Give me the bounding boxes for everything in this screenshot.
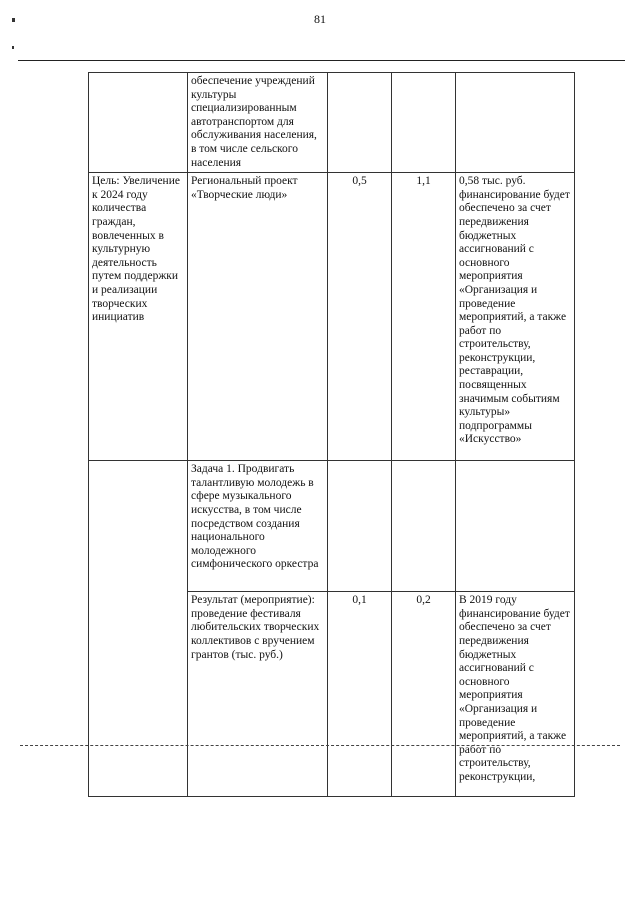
note-cell [456,73,575,173]
note-cell [456,461,575,592]
top-rule [18,60,625,61]
margin-mark [12,46,14,49]
content-cell: Результат (мероприятие): проведение фестиваля любительских творческих коллективов с вручением грантов (тыс. руб.) [188,592,328,797]
goal-cell [89,73,188,173]
value-2020-cell [392,461,456,592]
value-2020-cell: 1,1 [392,173,456,461]
value-2019-cell [328,73,392,173]
value-2020-cell [392,73,456,173]
content-cell: обеспечение учреждений культуры специализированным автотранспортом для обслуживания населения, в том числе сельского населения [188,73,328,173]
program-table [88,72,575,797]
table-row [89,73,575,173]
content-cell: Задача 1. Продвигать талантливую молодежь в сфере музыкального искусства, в том числе посредством создания национального молодежного симфонического оркестра [188,461,328,592]
value-2020-cell: 0,2 [392,592,456,797]
scan-dash-line [20,745,620,746]
table-row [89,173,575,461]
table-row [89,461,575,592]
value-2019-cell [328,461,392,592]
goal-cell: Цель: Увеличение к 2024 году количества граждан, вовлеченных в культурную деятельность путем поддержки и реализации творческих инициатив [89,173,188,461]
margin-mark [12,18,15,22]
note-cell: 0,58 тыс. руб. финансирование будет обеспечено за счет передвижения бюджетных ассигнований с основного мероприятия «Организация и проведение мероприятий, а также работ по строительству, реконструкции, реставрации, посвященных значимым событиям культуры» подпрограммы «Искусство» [456,173,575,461]
goal-cell [89,461,188,797]
content-cell: Региональный проект «Творческие люди» [188,173,328,461]
value-2019-cell: 0,5 [328,173,392,461]
page-number: 81 [314,12,326,26]
note-cell: В 2019 году финансирование будет обеспечено за счет передвижения бюджетных ассигнований с основного мероприятия «Организация и проведение мероприятий, а также работ по строительству, реконструкции, [456,592,575,797]
value-2019-cell: 0,1 [328,592,392,797]
